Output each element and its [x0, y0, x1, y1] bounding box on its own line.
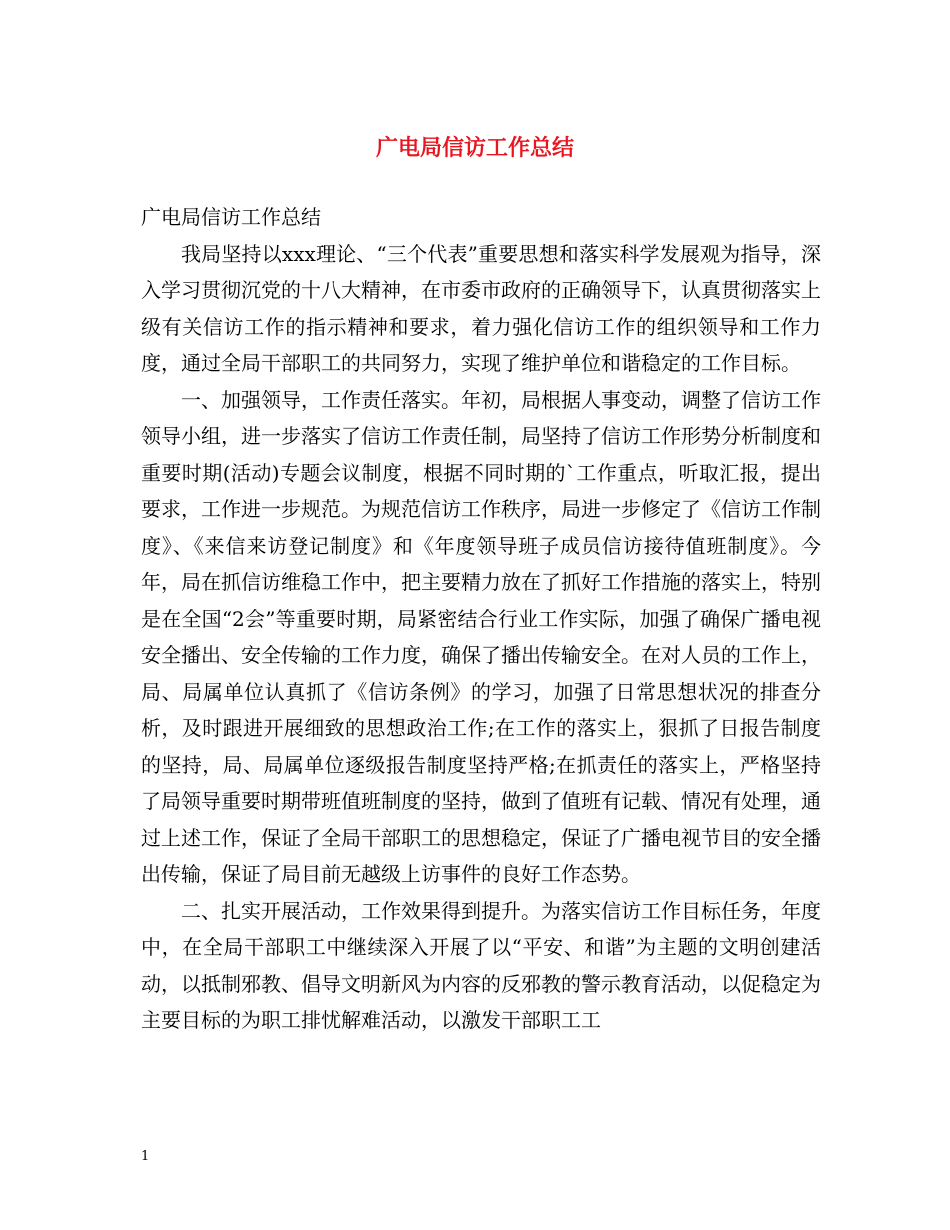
paragraph-intro: 我局坚持以xxx理论、“三个代表”重要思想和落实科学发展观为指导，深入学习贯彻沉党的十八大精神，在市委市政府的正确领导下，认真贯彻落实上级有关信访工作的指示精神和要求，着力强化信访工作的组织领导和工作力度，通过全局干部职工的共同努力，实现了维护单位和谐稳定的工作目标。 — [141, 241, 821, 375]
paragraph-section-one: 一、加强领导，工作责任落实。年初，局根据人事变动，调整了信访工作领导小组，进一步落实了信访工作责任制，局坚持了信访工作形势分析制度和重要时期(活动)专题会议制度，根据不同时期的`工作重点，听取汇报，提出要求，工作进一步规范。为规范信访工作秩序，局进一步修定了《信访工作制度》、《来信来访登记制度》和《年度领导班子成员信访接待值班制度》。今年，局在抓信访维稳工作中，把主要精力放在了抓好工作措施的落实上，特别是在全国“2会”等重要时期，局紧密结合行业工作实际，加强了确保广播电视安全播出、安全传输的工作力度，确保了播出传输安全。在对人员的工作上，局、局属单位认真抓了《信访条例》的学习，加强了日常思想状况的排查分析，及时跟进开展细致的思想政治工作;在工作的落实上，狠抓了日报告制度的坚持，局、局属单位逐级报告制度坚持严格;在抓责任的落实上，严格坚持了局领导重要时期带班值班制度的坚持，做到了值班有记载、情况有处理，通过上述工作，保证了全局干部职工的思想稳定，保证了广播电视节目的安全播出传输，保证了局目前无越级上访事件的良好工作态势。 — [141, 387, 821, 886]
paragraph-section-two: 二、扎实开展活动，工作效果得到提升。为落实信访工作目标任务，年度中，在全局干部职工中继续深入开展了以“平安、和谐”为主题的文明创建活动，以抵制邪教、倡导文明新风为内容的反邪教的警示教育活动，以促稳定为主要目标的为职工排忧解难活动，以激发干部职工工 — [141, 898, 821, 1032]
document-title: 广电局信访工作总结 — [375, 135, 574, 161]
document-subtitle: 广电局信访工作总结 — [141, 205, 321, 229]
page-number: 1 — [141, 1149, 150, 1164]
document-body — [141, 199, 821, 1039]
